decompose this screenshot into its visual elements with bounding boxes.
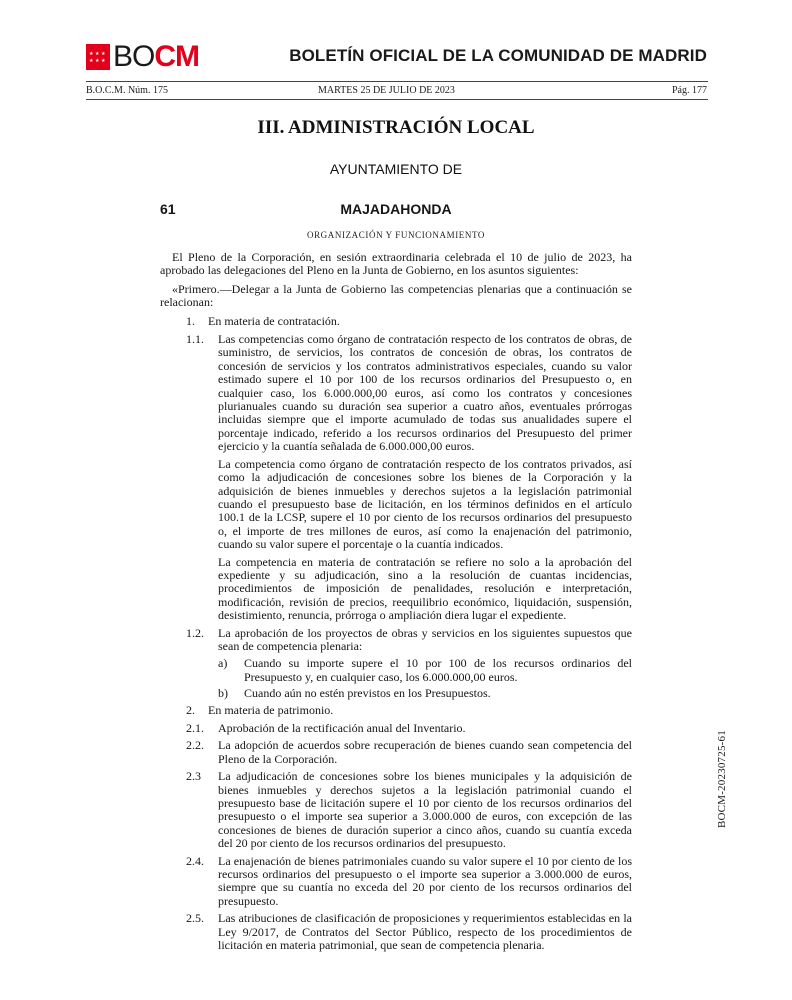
bulletin-code: BOCM-20230725-61 <box>716 730 728 828</box>
subsection-heading: ORGANIZACIÓN Y FUNCIONAMIENTO <box>306 230 486 240</box>
item-text: Cuando aún no estén previstos en los Presupuestos. <box>244 686 491 701</box>
item-text: Cuando su importe supere el 10 por 100 de los recursos ordinarios del Presupuesto y, en cualquier caso, los 6.000.000,00 euros. <box>244 656 632 684</box>
section-title: III. ADMINISTRACIÓN LOCAL <box>257 117 535 138</box>
document-body <box>160 251 632 957</box>
list-item <box>160 333 632 454</box>
municipality-heading: MAJADAHONDA <box>340 201 452 217</box>
header-rule-bottom <box>86 99 708 100</box>
item-number: 2.3 <box>186 769 201 784</box>
item-text: La adjudicación de concesiones sobre los bienes municipales y la adquisición de bienes inmuebles y derechos sujetos a la legislación patrimonial cuando el presupuesto base de licitación supere el 10 por ciento de los recursos ordinarios del presupuesto o el importe sea superior a 3.000.000 de euros, con excepción de las concesiones de bienes de duración superior a cinco años, cuando su cuantía exceda del 20 por ciento de los recursos ordinarios del presupuesto. <box>218 769 632 851</box>
list-item <box>160 770 632 850</box>
list-item <box>160 739 632 766</box>
list-item <box>160 315 632 328</box>
item-number: 2.1. <box>186 721 204 735</box>
item-number: 2.5. <box>186 911 204 926</box>
list-item <box>160 657 632 684</box>
issue-date: MARTES 25 DE JULIO DE 2023 <box>318 85 455 96</box>
item-text: Las competencias como órgano de contratación respecto de los contratos de obras, de suministro, de servicios, los contratos de concesión de obras, los contratos de concesión de servicios y los contratos administrativos especiales, cuando su valor estimado supere el 10 por 100 de los recursos ordinarios del Presupuesto o, en cualquier caso, los 6.000.000,00 euros, así como los contratos y concesiones plurianuales cuando su duración sea superior a cuatro años, eventuales prórrogas incluidas siempre que el importe acumulado de todas sus anualidades supere el porcentaje indicado, referido a los recursos ordinarios del Presupuesto del primer ejercicio y la cuantía señalada de 6.000.000,00 euros. <box>218 332 632 454</box>
item-text: En materia de contratación. <box>208 313 340 328</box>
list-item <box>160 912 632 952</box>
first-resolution-paragraph: «Primero.—Delegar a la Junta de Gobierno las competencias plenarias que a continuación se relacionan: <box>160 281 632 310</box>
item-number: 1.2. <box>186 625 204 640</box>
page-number: Pág. 177 <box>672 85 707 96</box>
list-item <box>160 855 632 909</box>
item-number: 2.2. <box>186 738 204 753</box>
item-text: La enajenación de bienes patrimoniales cuando su valor supere el 10 por ciento de los recursos ordinarios del presupuesto o el importe sea superior a 3.000.000 de euros, siempre que su cuantía no exceda del 20 por ciento de los recursos ordinarios del presupuesto. <box>218 853 632 908</box>
entity-heading: AYUNTAMIENTO DE <box>329 161 463 177</box>
item-text: Aprobación de la rectificación anual del Inventario. <box>218 721 466 735</box>
madrid-flag-icon: ★ ★ ★ ★ ★ ★ <box>86 44 110 70</box>
item-number: 1.1. <box>186 332 204 347</box>
list-item <box>160 627 632 654</box>
logo-wordmark: BOCM <box>113 40 200 73</box>
list-item <box>160 722 632 735</box>
header-rule-top <box>86 81 708 82</box>
item-text: La adopción de acuerdos sobre recuperación de bienes cuando sean competencia del Pleno de la Corporación. <box>218 738 632 766</box>
item-continuation: La competencia como órgano de contratación respecto de los contratos privados, así como la adjudicación de concesiones sobre los bienes de la Corporación y la adquisición de bienes inmuebles y derechos sujetos a la legislación patrimonial cuando el presupuesto base de licitación, en los términos definidos en el artículo 100.1 de la LCSP, supere el 10 por ciento de los recursos ordinarios del presupuesto o, el importe de tres millones de euros, así como la enajenación del patrimonio, cuando su valor supere el porcentaje o la cuantía indicados. <box>218 456 632 552</box>
issue-number: B.O.C.M. Núm. 175 <box>86 85 168 96</box>
item-text: La aprobación de los proyectos de obras y servicios en los siguientes supuestos que sean de competencia plenaria: <box>218 625 632 653</box>
item-text: Las atribuciones de clasificación de proposiciones y requerimientos establecidas en la Ley 9/2017, de Contratos del Sector Público, respecto de los procedimientos de licitación en materia patrimonial, que sean de competencia plenaria. <box>218 911 632 953</box>
announcement-number: 61 <box>160 201 176 217</box>
intro-paragraph: El Pleno de la Corporación, en sesión extraordinaria celebrada el 10 de julio de 2023, ha aprobado las delegaciones del Pleno en la Junta de Gobierno, en los asuntos siguientes: <box>160 250 632 278</box>
item-number: 1. <box>186 313 195 328</box>
item-continuation: La competencia en materia de contratación se refiere no solo a la aprobación del expediente y su adjudicación, sino a la resolución de cuantas incidencias, procedimientos de imposición de penalidades, resolución e interpretación, modificación, revisión de precios, reequilibrio económico, liquidación, suspensión, desistimiento, renuncia, prórroga o ampliación diera lugar el expediente. <box>218 554 632 623</box>
item-number: b) <box>218 686 228 701</box>
item-number: 2.4. <box>186 853 204 868</box>
bocm-logo <box>86 41 199 73</box>
item-number: a) <box>218 656 228 671</box>
item-number: 2. <box>186 702 195 717</box>
bulletin-title: BOLETÍN OFICIAL DE LA COMUNIDAD DE MADRID <box>289 46 707 65</box>
list-item <box>160 687 632 700</box>
item-text: En materia de patrimonio. <box>208 702 334 717</box>
list-item <box>160 704 632 717</box>
